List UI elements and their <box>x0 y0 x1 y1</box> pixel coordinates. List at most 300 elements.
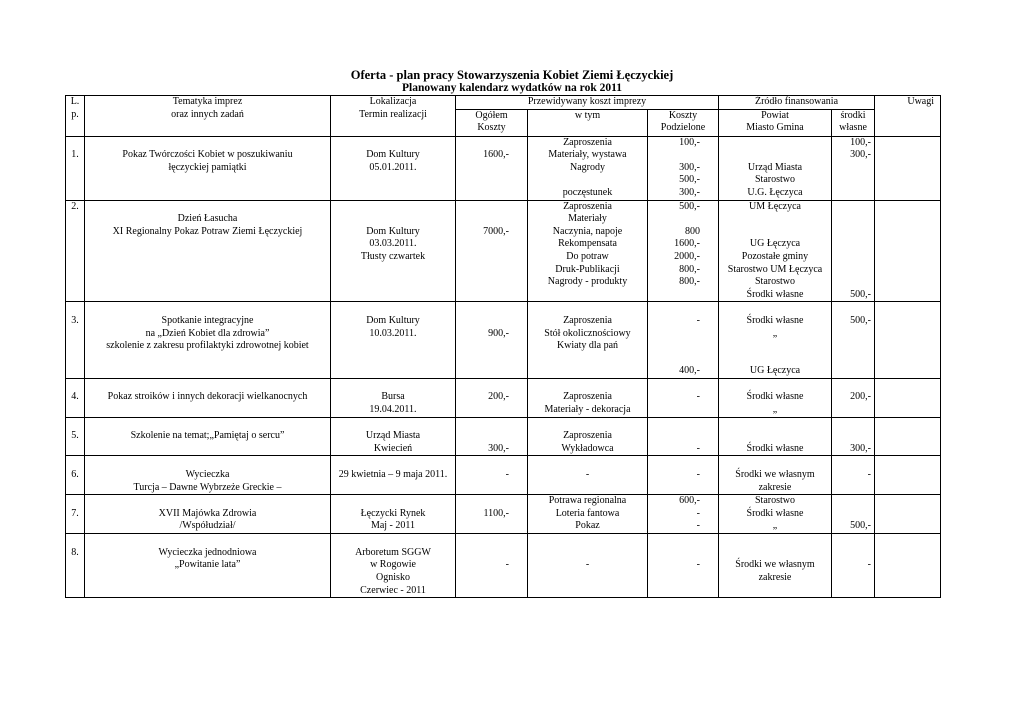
cell-ogolem <box>456 136 528 200</box>
cell-wtym-line: Zaproszenia <box>563 200 612 212</box>
cell-tematyka-line <box>86 379 329 392</box>
cell-podzielone-line <box>649 379 700 392</box>
table-row <box>66 302 941 379</box>
cell-srodki <box>832 378 875 417</box>
cell-ogolem <box>456 456 528 495</box>
cell-tematyka-line: Pokaz stroików i innych dekoracji wielkanocnych <box>107 391 308 403</box>
cell-powiat-line <box>720 547 830 560</box>
cell-ogolem-line: - <box>505 559 509 571</box>
cell-tematyka-line <box>86 456 329 469</box>
cell-tematyka-line: /Współudział/ <box>179 520 236 532</box>
cell-podzielone <box>648 136 719 200</box>
cell-podzielone <box>648 302 719 379</box>
header-tematyka-line: Tematyka imprez <box>172 96 243 107</box>
cell-podzielone-line: 500,- <box>679 174 700 186</box>
cell-ogolem-line: 900,- <box>488 327 509 339</box>
expense-plan-table <box>65 95 941 598</box>
cell-powiat-line <box>720 430 830 443</box>
cell-lokalizacja-line: Ognisko <box>376 572 410 583</box>
cell-srodki-line: 500,- <box>850 520 872 532</box>
cell-lokalizacja-line <box>332 495 454 508</box>
cell-ogolem-line <box>457 137 509 150</box>
table-row <box>66 417 941 456</box>
cell-wtym-line: Wykładowca <box>561 442 614 454</box>
cell-lokalizacja <box>331 495 456 534</box>
cell-wtym-line: Zaproszenia <box>563 136 612 148</box>
cell-wtym-line: Materiały, wystawa <box>548 149 627 161</box>
cell-uwagi-line <box>876 418 939 431</box>
cell-wtym-line <box>529 534 646 547</box>
cell-uwagi <box>875 417 941 456</box>
cell-podzielone-line: 800 <box>685 225 700 237</box>
cell-tematyka <box>85 534 331 598</box>
cell-tematyka-line: „Powitanie lata” <box>174 559 241 571</box>
cell-lokalizacja-line: Dom Kultury <box>366 149 420 161</box>
cell-srodki-line <box>833 456 871 469</box>
cell-uwagi <box>875 302 941 379</box>
cell-podzielone-line <box>649 328 700 341</box>
cell-lokalizacja <box>331 534 456 598</box>
cell-tematyka-line: Dzień Łasucha <box>177 213 238 225</box>
cell-wtym-line: Naczynia, napoje <box>552 225 623 237</box>
cell-tematyka <box>85 136 331 200</box>
cell-ogolem-line <box>457 315 509 328</box>
cell-powiat-line <box>720 149 830 162</box>
cell-wtym-line <box>529 456 646 469</box>
cell-powiat <box>719 378 832 417</box>
cell-podzielone <box>648 495 719 534</box>
cell-powiat-line: zakresie <box>758 481 792 493</box>
cell-podzielone <box>648 417 719 456</box>
cell-podzielone-line: 800,- <box>679 263 700 275</box>
cell-tematyka <box>85 456 331 495</box>
cell-srodki-line: 500,- <box>850 314 872 326</box>
cell-lokalizacja-line <box>332 379 454 392</box>
header-lokalizacja <box>331 96 456 137</box>
cell-tematyka-line <box>86 201 329 214</box>
table-row <box>66 378 941 417</box>
cell-tematyka <box>85 200 331 302</box>
header-powiat <box>719 109 832 136</box>
header-lokalizacja-line: Lokalizacja <box>369 96 417 107</box>
cell-lp <box>66 495 85 534</box>
cell-tematyka-line: szkolenie z zakresu profilaktyki zdrowotnej kobiet <box>106 340 309 352</box>
cell-srodki-line <box>833 418 871 431</box>
header-koszty-podzielone <box>648 109 719 136</box>
cell-ogolem-line <box>457 534 509 547</box>
cell-ogolem-line <box>457 547 509 560</box>
cell-lokalizacja-line <box>332 456 454 469</box>
cell-lp-line <box>67 495 83 508</box>
cell-srodki-line <box>833 213 871 226</box>
cell-powiat-line <box>720 340 830 353</box>
cell-wtym-line: Loteria fantowa <box>555 507 620 519</box>
cell-lp-line: 5. <box>71 430 79 442</box>
cell-ogolem <box>456 495 528 534</box>
cell-lokalizacja-line: 19.04.2011. <box>369 404 417 416</box>
cell-uwagi-line <box>876 201 939 214</box>
cell-powiat-line: Pozostałe gminy <box>741 250 809 262</box>
cell-powiat-line: zakresie <box>758 572 792 583</box>
cell-lp <box>66 200 85 302</box>
cell-lokalizacja-line <box>332 201 454 214</box>
cell-powiat-line: „ <box>772 404 778 416</box>
cell-powiat <box>719 136 832 200</box>
cell-ogolem <box>456 417 528 456</box>
cell-tematyka-line: na „Dzień Kobiet dla zdrowia” <box>145 327 270 339</box>
cell-podzielone <box>648 534 719 598</box>
cell-lp-line <box>67 302 83 315</box>
cell-lp <box>66 456 85 495</box>
cell-lokalizacja-line: Czerwiec - 2011 <box>360 584 426 596</box>
cell-lokalizacja-line: Urząd Miasta <box>365 430 421 442</box>
cell-ogolem-line <box>457 495 509 508</box>
cell-powiat-line: Starostwo <box>755 495 795 507</box>
cell-powiat-line: Urząd Miasta <box>747 161 803 173</box>
cell-wtym <box>528 456 648 495</box>
cell-wtym-line <box>529 302 646 315</box>
cell-powiat <box>719 302 832 379</box>
cell-wtym-line <box>529 547 646 560</box>
cell-wtym-line: Nagrody - produkty <box>547 276 628 288</box>
cell-lokalizacja-line: Łęczycki Rynek <box>360 507 426 519</box>
cell-lokalizacja-line: Dom Kultury <box>366 225 420 237</box>
cell-powiat <box>719 456 832 495</box>
cell-lp <box>66 378 85 417</box>
cell-wtym-line: Pokaz <box>575 520 600 532</box>
cell-wtym-line: Do potraw <box>566 250 609 262</box>
cell-powiat <box>719 200 832 302</box>
cell-tematyka-line <box>86 302 329 315</box>
cell-ogolem <box>456 534 528 598</box>
cell-powiat-line: Środki we własnym <box>735 469 815 481</box>
cell-powiat-line: UG Łęczyca <box>749 365 801 377</box>
cell-lp <box>66 417 85 456</box>
table-row <box>66 495 941 534</box>
cell-lokalizacja <box>331 417 456 456</box>
cell-tematyka-line: łęczyckiej pamiątki <box>168 161 247 173</box>
cell-wtym <box>528 534 648 598</box>
cell-wtym-line: Druk-Publikacji <box>555 263 620 275</box>
cell-powiat-line: Środki własne <box>746 288 804 300</box>
cell-podzielone-line: - <box>696 391 700 403</box>
cell-powiat <box>719 534 832 598</box>
cell-srodki-line <box>833 251 871 264</box>
cell-podzielone-line <box>649 456 700 469</box>
cell-lokalizacja-line: 29 kwietnia – 9 maja 2011. <box>338 469 448 481</box>
cell-ogolem-line: 1600,- <box>483 149 509 161</box>
cell-lokalizacja-line: 10.03.2011. <box>369 327 417 339</box>
cell-lp <box>66 136 85 200</box>
cell-wtym <box>528 302 648 379</box>
cell-uwagi-line <box>876 379 939 392</box>
cell-lp-line: 6. <box>71 469 79 481</box>
cell-podzielone-line <box>649 149 700 162</box>
cell-tematyka-line: Szkolenie na temat;„Pamiętaj o sercu” <box>130 430 285 442</box>
cell-wtym-line: Zaproszenia <box>563 314 612 326</box>
cell-podzielone <box>648 200 719 302</box>
cell-uwagi <box>875 378 941 417</box>
cell-podzielone-line: - <box>696 559 700 571</box>
cell-powiat-line <box>720 137 830 150</box>
header-ogolem <box>456 109 528 136</box>
cell-podzielone <box>648 456 719 495</box>
cell-podzielone-line <box>649 340 700 353</box>
cell-tematyka-line <box>86 495 329 508</box>
cell-ogolem-line <box>457 379 509 392</box>
header-row-1 <box>66 96 941 110</box>
table-row <box>66 200 941 302</box>
cell-lp-line <box>67 379 83 392</box>
cell-podzielone-line: 500,- <box>679 200 700 212</box>
cell-wtym <box>528 495 648 534</box>
cell-wtym <box>528 200 648 302</box>
cell-ogolem-line <box>457 213 509 226</box>
cell-powiat <box>719 417 832 456</box>
cell-tematyka-line: Wycieczka jednodniowa <box>158 546 257 558</box>
cell-wtym-line <box>529 418 646 431</box>
cell-lp-line <box>67 534 83 547</box>
cell-lp-line: 4. <box>71 391 79 403</box>
cell-lp <box>66 302 85 379</box>
cell-srodki <box>832 417 875 456</box>
cell-wtym-line: Materiały <box>568 213 607 225</box>
cell-srodki-line <box>833 302 871 315</box>
cell-uwagi-line <box>876 534 939 547</box>
cell-lokalizacja-line <box>332 137 454 150</box>
cell-tematyka-line: XI Regionalny Pokaz Potraw Ziemi Łęczyckiej <box>112 225 303 237</box>
cell-podzielone-line: 600,- <box>679 495 700 507</box>
header-podzielone-line: Podzielone <box>660 122 706 134</box>
cell-tematyka-line <box>86 137 329 150</box>
header-tematyka <box>85 96 331 137</box>
cell-srodki-line <box>833 226 871 239</box>
cell-tematyka <box>85 495 331 534</box>
cell-lp-line: 8. <box>71 546 79 558</box>
cell-srodki-line: 500,- <box>850 288 872 300</box>
cell-podzielone-line <box>649 430 700 443</box>
cell-ogolem-line: 1100,- <box>483 507 509 519</box>
cell-tematyka-line: Wycieczka <box>185 469 230 481</box>
cell-lokalizacja-line: Kwiecień <box>373 442 413 454</box>
cell-lokalizacja-line <box>332 213 454 226</box>
cell-podzielone-line: 2000,- <box>674 250 700 262</box>
cell-powiat-line <box>720 353 830 366</box>
cell-srodki <box>832 495 875 534</box>
cell-wtym-line: Nagrody <box>570 161 605 173</box>
cell-srodki <box>832 456 875 495</box>
cell-srodki-line <box>833 547 871 560</box>
cell-lokalizacja-line <box>332 418 454 431</box>
cell-lp-line: 3. <box>71 314 79 326</box>
cell-srodki-line <box>833 379 871 392</box>
cell-tematyka-line: Turcja – Dawne Wybrzeże Greckie – <box>133 481 282 493</box>
cell-ogolem-line <box>457 430 509 443</box>
cell-lp-line <box>67 456 83 469</box>
header-lp <box>66 96 85 137</box>
cell-wtym-line: poczęstunek <box>562 186 613 198</box>
cell-lp-line <box>67 418 83 431</box>
cell-powiat-line: Starostwo <box>755 174 795 186</box>
cell-tematyka <box>85 302 331 379</box>
cell-lokalizacja-line: Bursa <box>381 391 405 403</box>
header-ogolem-line: Ogółem <box>475 109 508 121</box>
cell-powiat-line: Środki własne <box>746 314 804 326</box>
cell-srodki <box>832 136 875 200</box>
cell-wtym-line: Potrawa regionalna <box>548 495 627 507</box>
cell-srodki-line: 300,- <box>850 442 872 454</box>
cell-lokalizacja-line: 03.03.2011. <box>369 238 417 250</box>
cell-podzielone-line <box>649 547 700 560</box>
cell-wtym <box>528 136 648 200</box>
cell-lp-line <box>67 137 83 150</box>
cell-podzielone-line: - <box>696 314 700 326</box>
header-wtym: w tym <box>528 109 648 136</box>
cell-powiat-line <box>720 213 830 226</box>
cell-uwagi <box>875 534 941 598</box>
cell-powiat-line: „ <box>772 327 778 339</box>
cell-podzielone-line <box>649 534 700 547</box>
cell-ogolem-line: 7000,- <box>483 225 509 237</box>
cell-powiat-line: U.G. Łęczyca <box>747 186 803 198</box>
cell-ogolem-line <box>457 201 509 214</box>
header-uwagi: Uwagi <box>875 96 941 137</box>
header-powiat-line: Powiat <box>761 109 789 121</box>
cell-wtym-line <box>529 379 646 392</box>
cell-lokalizacja-line <box>332 534 454 547</box>
cell-wtym-line: Zaproszenia <box>563 430 612 442</box>
document-title: Oferta - plan pracy Stowarzyszenia Kobiet Ziemi Łęczyckiej <box>350 68 674 82</box>
cell-powiat-line: Środki własne <box>746 507 804 519</box>
cell-ogolem-line <box>457 456 509 469</box>
cell-podzielone-line: - <box>696 520 700 532</box>
cell-tematyka-line: Pokaz Twórczości Kobiet w poszukiwaniu <box>122 149 293 161</box>
cell-srodki-line <box>833 264 871 277</box>
cell-podzielone-line: 300,- <box>679 161 700 173</box>
header-powiat-line: Miasto Gmina <box>746 122 804 134</box>
cell-ogolem <box>456 378 528 417</box>
cell-wtym-line: Kwiaty dla pań <box>556 340 619 352</box>
cell-ogolem-line <box>457 302 509 315</box>
header-lp-line: p. <box>71 108 79 120</box>
cell-ogolem-line: 200,- <box>488 391 509 403</box>
cell-tematyka-line: Spotkanie integracyjne <box>161 314 254 326</box>
cell-powiat-line: Starostwo <box>755 276 795 288</box>
cell-powiat-line <box>720 379 830 392</box>
cell-podzielone-line <box>649 302 700 315</box>
cell-powiat-line: UG Łęczyca <box>749 238 801 250</box>
cell-lokalizacja <box>331 378 456 417</box>
cell-lokalizacja-line: Tłusty czwartek <box>360 250 426 262</box>
header-srodki-line: środki <box>840 109 866 121</box>
cell-uwagi-line <box>876 495 939 508</box>
cell-podzielone-line: 400,- <box>679 365 700 377</box>
cell-podzielone-line: 1600,- <box>674 238 700 250</box>
cell-srodki-line <box>833 508 871 521</box>
cell-srodki <box>832 534 875 598</box>
cell-uwagi <box>875 495 941 534</box>
header-srodki <box>832 109 875 136</box>
header-koszt-group: Przewidywany koszt imprezy <box>456 96 719 110</box>
cell-uwagi <box>875 456 941 495</box>
cell-wtym-line: Rekompensata <box>558 238 617 250</box>
cell-tematyka-line: XVII Majówka Zdrowia <box>158 507 257 519</box>
cell-powiat-line: Środki własne <box>746 442 804 454</box>
cell-wtym-line: Materiały - dekoracja <box>544 404 631 416</box>
cell-powiat-line <box>720 534 830 547</box>
cell-lokalizacja-line: 05.01.2011. <box>369 161 417 173</box>
cell-podzielone-line: 300,- <box>679 186 700 198</box>
expense-plan-body <box>66 96 941 598</box>
cell-srodki-line: - <box>867 469 872 481</box>
header-podzielone-line: Koszty <box>668 109 698 121</box>
cell-podzielone-line: 800,- <box>679 276 700 288</box>
cell-podzielone-line <box>649 418 700 431</box>
cell-ogolem <box>456 302 528 379</box>
cell-uwagi <box>875 136 941 200</box>
cell-powiat-line: „ <box>772 520 778 532</box>
table-row <box>66 534 941 598</box>
cell-lp-line: 2. <box>71 200 79 212</box>
cell-podzielone-line <box>649 353 700 366</box>
cell-srodki-line <box>833 534 871 547</box>
cell-ogolem-line: 300,- <box>488 442 509 454</box>
header-lp-line: L. <box>70 96 80 107</box>
table-row <box>66 136 941 200</box>
cell-wtym <box>528 378 648 417</box>
cell-tematyka <box>85 417 331 456</box>
cell-lokalizacja <box>331 136 456 200</box>
cell-powiat <box>719 495 832 534</box>
table-row <box>66 456 941 495</box>
cell-lp-line: 7. <box>71 507 79 519</box>
cell-tematyka-line <box>86 534 329 547</box>
cell-podzielone-line <box>649 213 700 226</box>
cell-lokalizacja-line: Dom Kultury <box>366 314 420 326</box>
cell-srodki-line: - <box>867 559 872 571</box>
cell-lokalizacja-line: w Rogowie <box>370 559 416 571</box>
cell-wtym <box>528 417 648 456</box>
cell-srodki-line <box>833 430 871 443</box>
cell-podzielone <box>648 378 719 417</box>
cell-ogolem-line: - <box>505 469 509 481</box>
cell-podzielone-line: - <box>696 469 700 481</box>
cell-lokalizacja <box>331 302 456 379</box>
header-tematyka-line: oraz innych zadań <box>171 108 244 120</box>
cell-srodki <box>832 200 875 302</box>
cell-powiat-line: Środki we własnym <box>735 559 815 571</box>
cell-powiat-line <box>720 226 830 239</box>
cell-wtym-line: - <box>585 559 590 571</box>
cell-powiat-line <box>720 302 830 315</box>
cell-powiat-line <box>720 456 830 469</box>
cell-tematyka-line <box>86 418 329 431</box>
cell-ogolem-line <box>457 418 509 431</box>
cell-wtym-line: - <box>585 469 590 481</box>
cell-lokalizacja <box>331 456 456 495</box>
cell-lokalizacja <box>331 200 456 302</box>
cell-lokalizacja-line: Arboretum SGGW <box>355 546 431 558</box>
cell-wtym-line: Stół okolicznościowy <box>544 327 631 339</box>
cell-srodki-line <box>833 495 871 508</box>
cell-srodki-line: 100,- <box>850 136 872 148</box>
cell-lokalizacja-line: Maj - 2011 <box>370 520 416 532</box>
header-srodki-line: własne <box>839 122 867 134</box>
cell-podzielone-line: - <box>696 442 700 454</box>
cell-srodki-line <box>833 276 871 289</box>
cell-srodki-line <box>833 238 871 251</box>
cell-srodki-line: 300,- <box>850 149 872 161</box>
